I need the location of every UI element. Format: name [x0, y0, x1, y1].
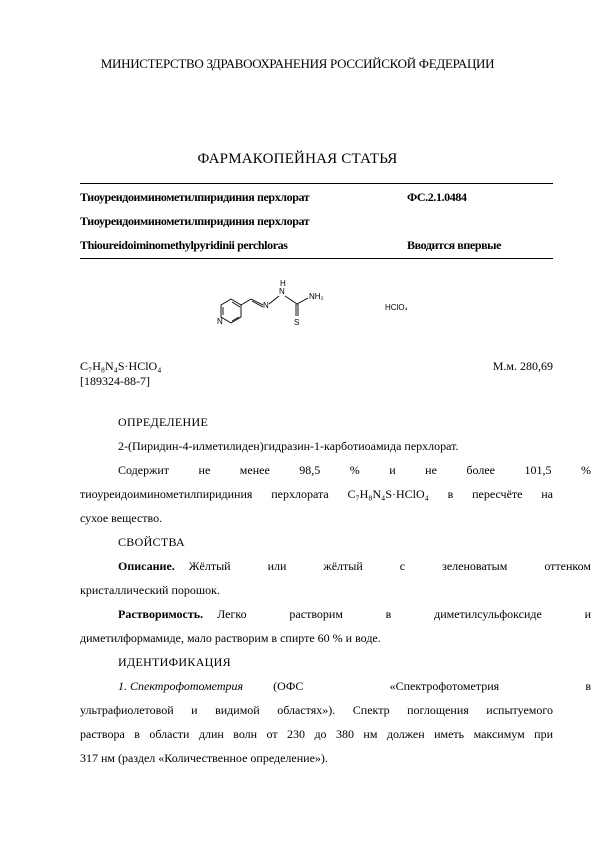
solubility-text: Легко растворим в диметилсульфоксиде и [217, 607, 591, 621]
solubility-label: Растворимость. [118, 607, 204, 621]
status-note: Вводится впервые [407, 238, 502, 252]
solubility-line-2: диметилформамиде, мало растворим в спирте 60 % и воде. [80, 631, 381, 645]
content-line-2: тиоуреидоиминометилпиридиния перхлората C₇H₈N₄S·HClO₄ в пересчёте на [80, 487, 553, 501]
identification-heading: ИДЕНТИФИКАЦИЯ [118, 655, 231, 669]
description-text: Жёлтый или жёлтый с зеленоватым оттенком [188, 559, 591, 573]
header-rule-bottom [80, 258, 553, 259]
pyridine-n-label: N [217, 317, 223, 326]
name-ru-2: Тиоуреидоиминометилпиридиния перхлорат [80, 214, 310, 228]
sulfur-label: S [294, 318, 300, 327]
name-ru-1: Тиоуреидоиминометилпиридиния перхлорат [80, 190, 310, 204]
imine-n-label: N [263, 301, 269, 310]
cas-number: [189324-88-7] [80, 374, 150, 388]
amine-label: NH₂ [309, 292, 324, 301]
identification-line-2: ультрафиолетовой и видимой областях»). Спектр поглощения испытуемого [80, 703, 553, 717]
header-rule-top [80, 183, 553, 184]
structural-formula [205, 276, 435, 334]
name-latin: Thioureidoiminomethylpyridinii perchloras [80, 238, 288, 252]
perchlorate-label: HClO₄ [385, 303, 408, 312]
identification-line-3: раствора в области длин волн от 230 до 380 нм должен иметь максимум при [80, 727, 553, 741]
description-label: Описание. [118, 559, 175, 573]
ministry-header: МИНИСТЕРСТВО ЗДРАВООХРАНЕНИЯ РОССИЙСКОЙ ФЕДЕРАЦИИ [100, 56, 495, 71]
spectrophotometry-label: 1. Спектрофотометрия [118, 679, 244, 693]
content-line-3: сухое вещество. [80, 511, 163, 525]
solubility-line-1 [80, 602, 591, 626]
definition-text: 2-(Пиридин-4-илметилиден)гидразин-1-карботиоамида перхлорат. [118, 439, 459, 453]
molecular-weight: М.м. 280,69 [492, 359, 553, 373]
molecular-formula: C₇H₈N₄S·HClO₄ [80, 359, 162, 373]
identification-line-4: 317 нм (раздел «Количественное определение»). [80, 751, 328, 765]
content-line-1: Содержит не менее 98,5 % и не более 101,5 % [118, 463, 591, 477]
hydrazine-n-label: N [279, 287, 285, 296]
document-type-title: ФАРМАКОПЕЙНАЯ СТАТЬЯ [197, 151, 398, 167]
nh-h-label: H [280, 279, 286, 288]
monograph-code: ФС.2.1.0484 [407, 190, 467, 204]
definition-heading: ОПРЕДЕЛЕНИЕ [118, 415, 209, 429]
description-line-1 [80, 554, 591, 578]
properties-heading: СВОЙСТВА [118, 535, 185, 549]
identification-line-1 [80, 674, 591, 698]
identification-ref: (ОФС «Спектрофотометрия в [273, 679, 591, 693]
description-line-2: кристаллический порошок. [80, 583, 220, 597]
